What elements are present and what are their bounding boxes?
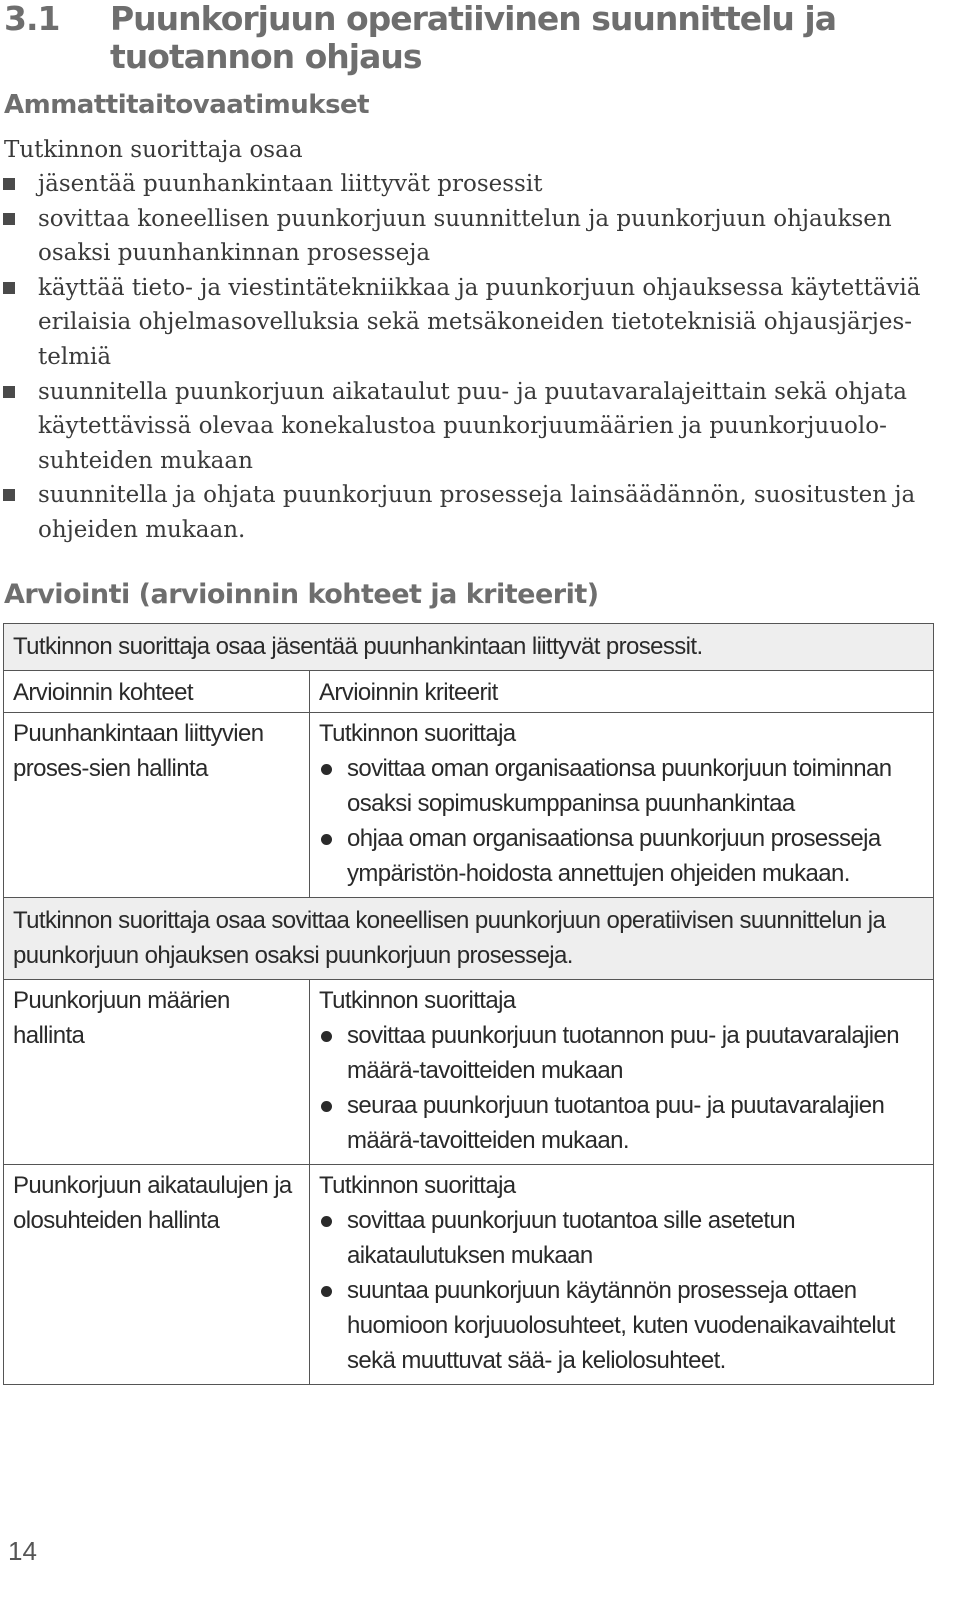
bullet-dot-icon bbox=[321, 764, 332, 775]
criteria-list bbox=[319, 1203, 925, 1378]
assessment-criteria bbox=[310, 980, 934, 1165]
table-row bbox=[4, 980, 934, 1165]
bullet-dot-icon bbox=[321, 834, 332, 845]
list-item bbox=[319, 821, 925, 891]
assessment-target: Puunhankintaan liittyvien proses-sien hallinta bbox=[4, 713, 310, 898]
list-item bbox=[319, 1088, 925, 1158]
criteria-list bbox=[319, 1018, 925, 1158]
criteria-text: sovittaa puunkorjuun tuotantoa sille asetetun aikataulutuksen mukaan bbox=[347, 1207, 795, 1269]
assessment-heading: Arviointi (arvioinnin kohteet ja kriteerit) bbox=[4, 579, 599, 610]
list-item bbox=[0, 271, 930, 375]
assessment-target: Puunkorjuun aikataulujen ja olosuhteiden hallinta bbox=[4, 1165, 310, 1385]
bullet-dot-icon bbox=[321, 1286, 332, 1297]
table-row bbox=[4, 624, 934, 671]
criteria-lead: Tutkinnon suorittaja bbox=[319, 987, 516, 1014]
criteria-list bbox=[319, 751, 925, 891]
list-item bbox=[0, 375, 930, 479]
square-bullet-icon bbox=[3, 489, 15, 501]
criteria-text: suuntaa puunkorjuun käytännön prosesseja ottaen huomioon korjuuolosuhteet, kuten vuodenaikavaihtelut sekä muuttuvat sää- ja keliolosuhteet. bbox=[347, 1277, 895, 1374]
assessment-criteria bbox=[310, 713, 934, 898]
requirement-text: sovittaa koneellisen puunkorjuun suunnittelun ja puunkorjuun ohjauksen osaksi puunhankinnan prosesseja bbox=[38, 205, 892, 267]
criteria-lead: Tutkinnon suorittaja bbox=[319, 720, 516, 747]
requirements-heading: Ammattitaitovaatimukset bbox=[4, 90, 370, 120]
assessment-target: Puunkorjuun määrien hallinta bbox=[4, 980, 310, 1165]
bullet-dot-icon bbox=[321, 1216, 332, 1227]
list-item bbox=[0, 478, 930, 547]
requirements-list bbox=[0, 167, 930, 548]
table-row bbox=[4, 1165, 934, 1385]
list-item bbox=[319, 1203, 925, 1273]
requirements-intro: Tutkinnon suorittaja osaa bbox=[4, 137, 303, 163]
list-item bbox=[319, 751, 925, 821]
requirement-text: jäsentää puunhankintaan liittyvät prosessit bbox=[38, 171, 543, 197]
square-bullet-icon bbox=[3, 386, 15, 398]
section-number: 3.1 bbox=[4, 0, 60, 38]
requirement-text: käyttää tieto- ja viestintätekniikkaa ja puunkorjuun ohjauksessa käytettäviä erilaisia ohjelmasovelluksia sekä metsäkoneiden tietoteknisiä ohjausjärjes-telmiä bbox=[38, 274, 921, 370]
band-title: Tutkinnon suorittaja osaa jäsentää puunhankintaan liittyvät prosessit. bbox=[4, 624, 934, 671]
bullet-dot-icon bbox=[321, 1101, 332, 1112]
table-row bbox=[4, 713, 934, 898]
criteria-text: seuraa puunkorjuun tuotantoa puu- ja puutavaralajien määrä-tavoitteiden mukaan. bbox=[347, 1092, 885, 1154]
criteria-text: sovittaa puunkorjuun tuotannon puu- ja puutavaralajien määrä-tavoitteiden mukaan bbox=[347, 1022, 900, 1084]
square-bullet-icon bbox=[3, 178, 15, 190]
section-title: Puunkorjuun operatiivinen suunnittelu ja tuotannon ohjaus bbox=[110, 0, 836, 76]
criteria-lead: Tutkinnon suorittaja bbox=[319, 1172, 516, 1199]
requirement-text: suunnitella puunkorjuun aikataulut puu- ja puutavaralajeittain sekä ohjata käytettävissä olevaa konekalustoa puunkorjuumäärien ja puunkorjuuolo-suhteiden mukaan bbox=[38, 378, 908, 474]
column-header-targets: Arvioinnin kohteet bbox=[4, 671, 310, 713]
list-item bbox=[0, 202, 930, 271]
requirement-text: suunnitella ja ohjata puunkorjuun prosesseja lainsäädännön, suositusten ja ohjeiden mukaan. bbox=[38, 482, 916, 543]
assessment-criteria bbox=[310, 1165, 934, 1385]
table-header-row bbox=[4, 671, 934, 713]
assessment-table bbox=[3, 623, 934, 1385]
page-number: 14 bbox=[8, 1536, 37, 1566]
square-bullet-icon bbox=[3, 213, 15, 225]
bullet-dot-icon bbox=[321, 1031, 332, 1042]
band-title: Tutkinnon suorittaja osaa sovittaa koneellisen puunkorjuun operatiivisen suunnittelun ja puunkorjuun ohjauksen osaksi puunkorjuun prosesseja. bbox=[4, 898, 934, 980]
criteria-text: ohjaa oman organisaationsa puunkorjuun prosesseja ympäristön-hoidosta annettujen ohjeiden mukaan. bbox=[347, 825, 881, 887]
square-bullet-icon bbox=[3, 282, 15, 294]
column-header-criteria: Arvioinnin kriteerit bbox=[310, 671, 934, 713]
list-item bbox=[319, 1018, 925, 1088]
list-item bbox=[0, 167, 930, 202]
table-row bbox=[4, 898, 934, 980]
list-item bbox=[319, 1273, 925, 1378]
criteria-text: sovittaa oman organisaationsa puunkorjuun toiminnan osaksi sopimuskumppaninsa puunhankintaa bbox=[347, 755, 892, 817]
